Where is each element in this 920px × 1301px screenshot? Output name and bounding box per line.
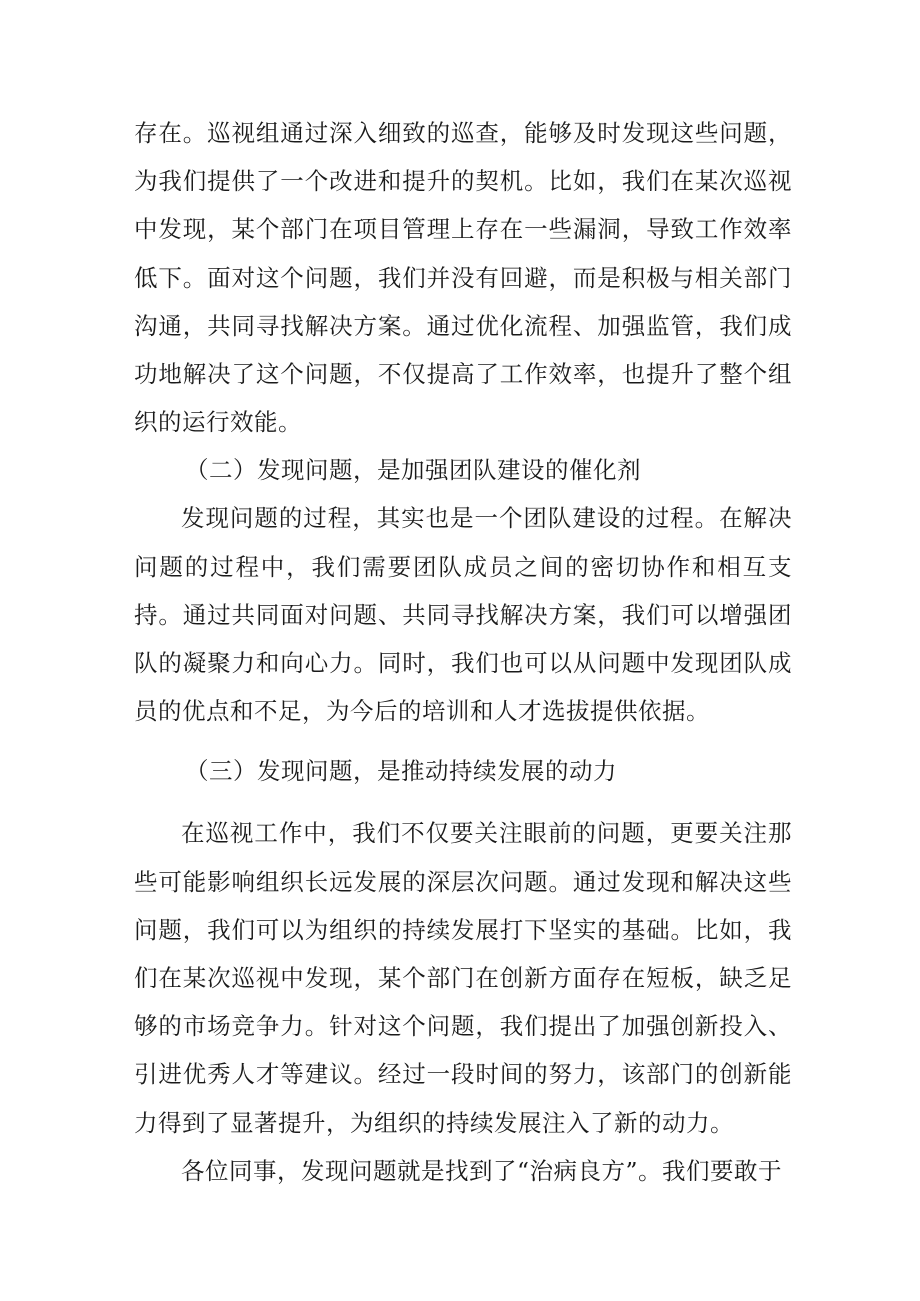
paragraph-continued: 存在。巡视组通过深入细致的巡查，能够及时发现这些问题，为我们提供了一个改进和提升的契机。比如，我们在某次巡视中发现，某个部门在项目管理上存在一些漏洞，导致工作效率低下。面对这个问题，我们并没有回避，而是积极与相关部门沟通，共同寻找解决方案。通过优化流程、加强监管，我们成功地解决了这个问题，不仅提高了工作效率，也提升了整个组织的运行效能。 [134,119,792,437]
section-heading-3: （三）发现问题，是推动持续发展的动力 [185,757,617,786]
paragraph-closing: 各位同事，发现问题就是找到了“治病良方”。我们要敢于 [181,1156,783,1185]
document-body [134,109,792,1195]
paragraph-sustainable-development: 在巡视工作中，我们不仅要关注眼前的问题，更要关注那些可能影响组织长远发展的深层次问题。通过发现和解决这些问题，我们可以为组织的持续发展打下坚实的基础。比如，我们在某次巡视中发现，某个部门在创新方面存在短板，缺乏足够的市场竞争力。针对这个问题，我们提出了加强创新投入、引进优秀人才等建议。经过一段时间的努力，该部门的创新能力得到了显著提升，为组织的持续发展注入了新的动力。 [134,819,792,1137]
section-heading-2: （二）发现问题，是加强团队建设的催化剂 [185,456,641,485]
paragraph-team-building: 发现问题的过程，其实也是一个团队建设的过程。在解决问题的过程中，我们需要团队成员之间的密切协作和相互支持。通过共同面对问题、共同寻找解决方案，我们可以增强团队的凝聚力和向心力。同时，我们也可以从问题中发现团队成员的优点和不足，为今后的培训和人才选拔提供依据。 [134,504,792,726]
